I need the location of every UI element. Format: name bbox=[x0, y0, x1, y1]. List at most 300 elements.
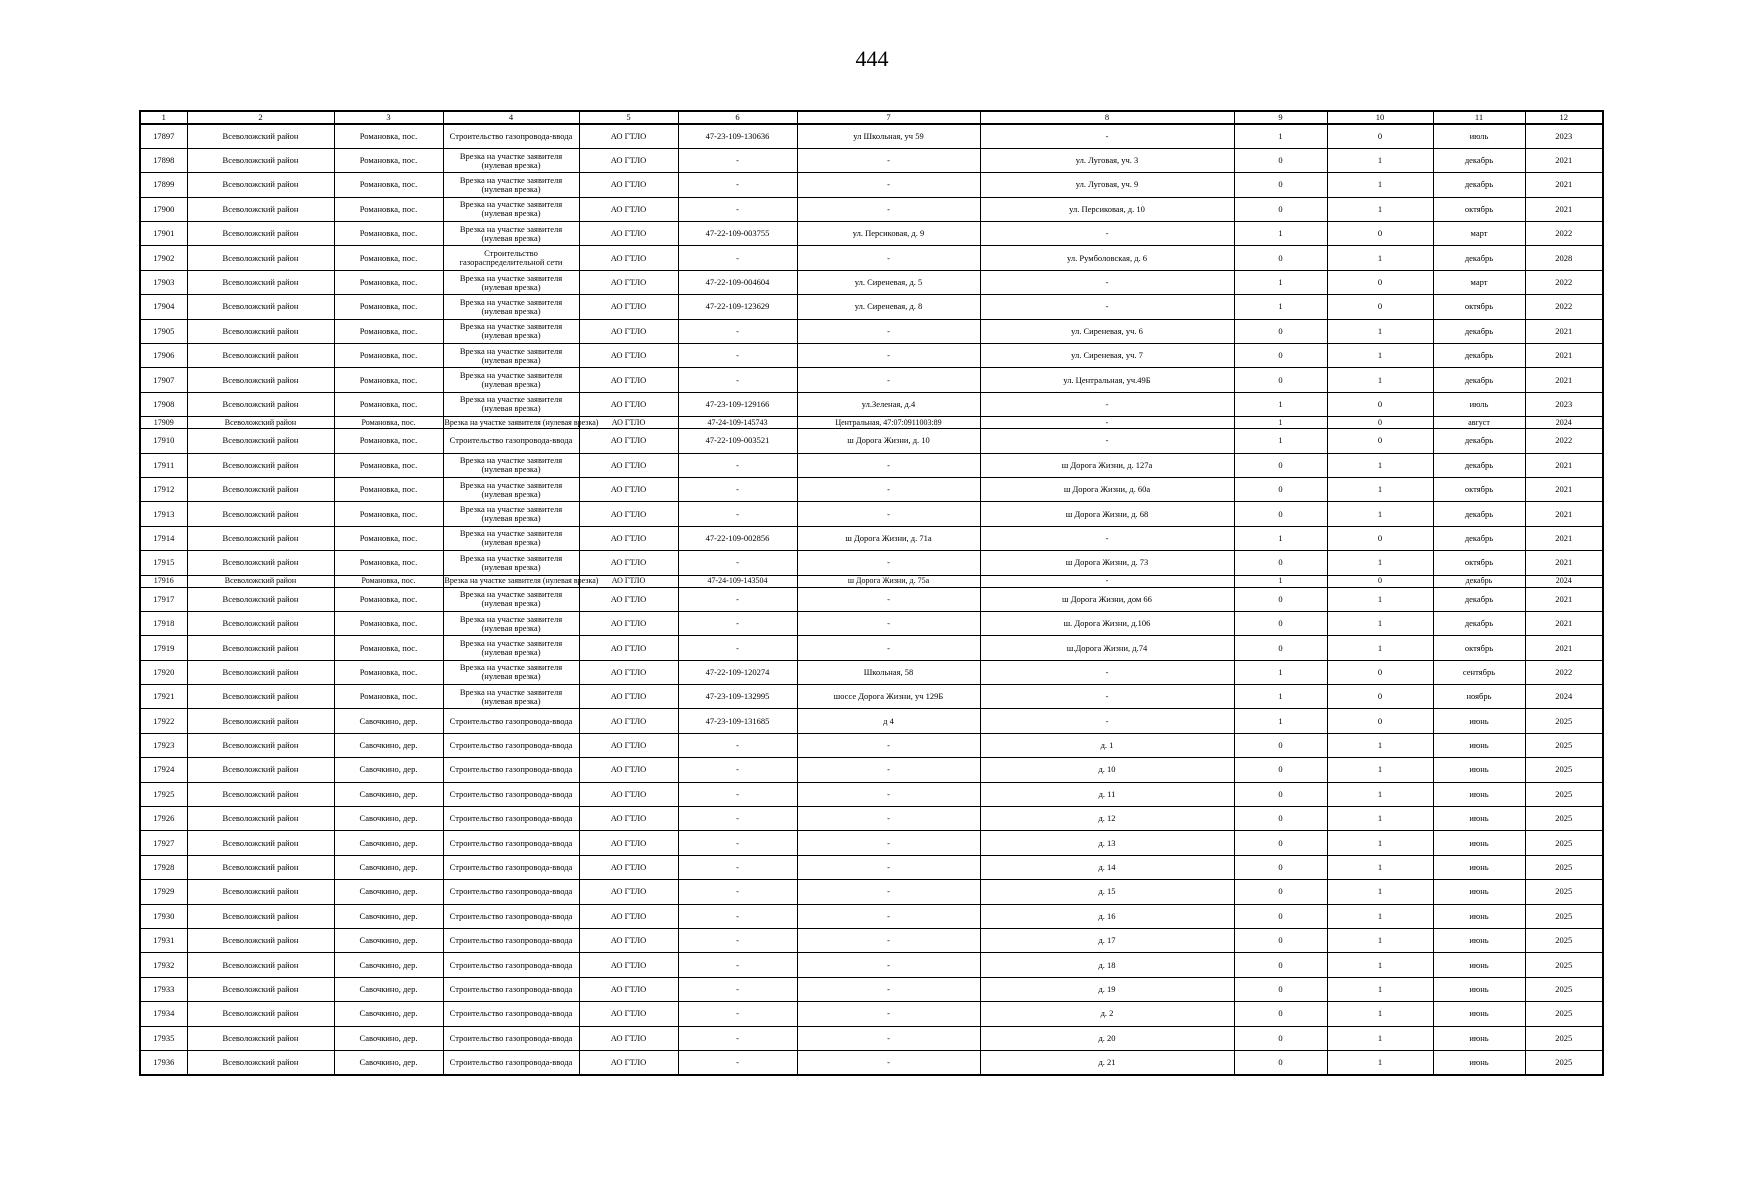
table-cell: 1 bbox=[1234, 429, 1327, 453]
table-row bbox=[140, 453, 1603, 477]
table-cell: 17901 bbox=[140, 222, 187, 246]
table-cell: Всеволожский район bbox=[187, 295, 334, 319]
table-cell: - bbox=[797, 904, 980, 928]
table-cell: АО ГТЛО bbox=[579, 197, 678, 221]
table-cell: 1 bbox=[1327, 587, 1433, 611]
table-cell: Всеволожский район bbox=[187, 477, 334, 501]
table-cell: Романовка, пос. bbox=[334, 587, 443, 611]
table-cell: АО ГТЛО bbox=[579, 1002, 678, 1026]
table-cell: АО ГТЛО bbox=[579, 173, 678, 197]
table-cell: Строительство газопровода-ввода bbox=[443, 855, 579, 879]
table-cell: июнь bbox=[1433, 831, 1525, 855]
table-cell: Романовка, пос. bbox=[334, 526, 443, 550]
table-cell: ул. Луговая, уч. 3 bbox=[980, 148, 1234, 172]
table-cell: д. 19 bbox=[980, 977, 1234, 1001]
table-cell: Савочкино, дер. bbox=[334, 758, 443, 782]
table-cell: - bbox=[980, 222, 1234, 246]
table-cell: октябрь bbox=[1433, 636, 1525, 660]
table-cell: Центральная, 47:07:0911003:89 bbox=[797, 417, 980, 429]
table-row bbox=[140, 977, 1603, 1001]
table-cell: март bbox=[1433, 270, 1525, 294]
table-cell: ул. Сиреневая, д. 5 bbox=[797, 270, 980, 294]
table-cell: Романовка, пос. bbox=[334, 429, 443, 453]
table-cell: Строительство газопровода-ввода bbox=[443, 904, 579, 928]
column-header: 9 bbox=[1234, 111, 1327, 124]
table-row bbox=[140, 855, 1603, 879]
table-row bbox=[140, 148, 1603, 172]
table-cell: Романовка, пос. bbox=[334, 477, 443, 501]
table-cell: 47-22-109-003521 bbox=[678, 429, 797, 453]
table-row bbox=[140, 368, 1603, 392]
table-cell: 0 bbox=[1234, 977, 1327, 1001]
table-cell: Романовка, пос. bbox=[334, 611, 443, 635]
table-cell: 17934 bbox=[140, 1002, 187, 1026]
table-cell: Всеволожский район bbox=[187, 148, 334, 172]
table-cell: Всеволожский район bbox=[187, 709, 334, 733]
table-cell: 47-23-109-130636 bbox=[678, 124, 797, 148]
table-cell: 1 bbox=[1327, 636, 1433, 660]
table-cell: АО ГТЛО bbox=[579, 855, 678, 879]
table-cell: 17913 bbox=[140, 502, 187, 526]
table-cell: 17904 bbox=[140, 295, 187, 319]
table-cell: 1 bbox=[1327, 344, 1433, 368]
table-cell: 1 bbox=[1327, 197, 1433, 221]
table-cell: Врезка на участке заявителя (нулевая врезка) bbox=[443, 660, 579, 684]
table-cell: Савочкино, дер. bbox=[334, 733, 443, 757]
table-cell: 1 bbox=[1327, 246, 1433, 270]
table-cell: июль bbox=[1433, 392, 1525, 416]
table-cell: 0 bbox=[1234, 1002, 1327, 1026]
table-cell: Савочкино, дер. bbox=[334, 1026, 443, 1050]
table-cell: - bbox=[678, 344, 797, 368]
table-cell: октябрь bbox=[1433, 197, 1525, 221]
table-row bbox=[140, 551, 1603, 575]
table-row bbox=[140, 1026, 1603, 1050]
table-row bbox=[140, 502, 1603, 526]
table-cell: АО ГТЛО bbox=[579, 526, 678, 550]
table-cell: 0 bbox=[1234, 611, 1327, 635]
table-cell: Всеволожский район bbox=[187, 880, 334, 904]
table-cell: 17919 bbox=[140, 636, 187, 660]
table-cell: - bbox=[797, 319, 980, 343]
table-cell: ш Дорога Жизни, д. 73 bbox=[980, 551, 1234, 575]
table-cell: 0 bbox=[1327, 660, 1433, 684]
table-cell: 2021 bbox=[1525, 344, 1603, 368]
table-cell: 17897 bbox=[140, 124, 187, 148]
table-cell: АО ГТЛО bbox=[579, 587, 678, 611]
table-row bbox=[140, 758, 1603, 782]
table-cell: 17911 bbox=[140, 453, 187, 477]
table-cell: Савочкино, дер. bbox=[334, 977, 443, 1001]
table-cell: 0 bbox=[1234, 1026, 1327, 1050]
table-cell: 1 bbox=[1327, 173, 1433, 197]
table-cell: - bbox=[678, 173, 797, 197]
table-cell: д 4 bbox=[797, 709, 980, 733]
table-cell: 0 bbox=[1234, 758, 1327, 782]
table-cell: декабрь bbox=[1433, 344, 1525, 368]
table-cell: 0 bbox=[1234, 173, 1327, 197]
table-cell: Романовка, пос. bbox=[334, 660, 443, 684]
table-cell: 2024 bbox=[1525, 685, 1603, 709]
table-cell: - bbox=[678, 197, 797, 221]
table-cell: АО ГТЛО bbox=[579, 477, 678, 501]
table-cell: июнь bbox=[1433, 733, 1525, 757]
table-cell: Савочкино, дер. bbox=[334, 855, 443, 879]
table-cell: ул. Центральная, уч.49Б bbox=[980, 368, 1234, 392]
table-cell: июнь bbox=[1433, 880, 1525, 904]
table-cell: - bbox=[797, 855, 980, 879]
table-cell: июнь bbox=[1433, 855, 1525, 879]
table-cell: 0 bbox=[1327, 417, 1433, 429]
table-cell: 0 bbox=[1234, 636, 1327, 660]
table-cell: 1 bbox=[1234, 417, 1327, 429]
table-cell: ул. Сиреневая, уч. 6 bbox=[980, 319, 1234, 343]
table-cell: 2021 bbox=[1525, 551, 1603, 575]
header-row bbox=[140, 111, 1603, 124]
table-cell: Романовка, пос. bbox=[334, 344, 443, 368]
table-cell: Всеволожский район bbox=[187, 344, 334, 368]
table-cell: - bbox=[797, 1026, 980, 1050]
table-row bbox=[140, 575, 1603, 587]
table-cell: 17931 bbox=[140, 929, 187, 953]
table-cell: - bbox=[678, 453, 797, 477]
table-cell: - bbox=[678, 904, 797, 928]
table-cell: 1 bbox=[1234, 660, 1327, 684]
table-cell: Всеволожский район bbox=[187, 319, 334, 343]
table-cell: 0 bbox=[1234, 502, 1327, 526]
table-cell: АО ГТЛО bbox=[579, 222, 678, 246]
table-cell: 47-22-109-002856 bbox=[678, 526, 797, 550]
table-cell: 17923 bbox=[140, 733, 187, 757]
table-cell: 2025 bbox=[1525, 709, 1603, 733]
table-cell: 2025 bbox=[1525, 831, 1603, 855]
table-cell: Строительство газопровода-ввода bbox=[443, 807, 579, 831]
table-cell: Врезка на участке заявителя (нулевая врезка) bbox=[443, 368, 579, 392]
table-cell: 2025 bbox=[1525, 977, 1603, 1001]
table-cell: - bbox=[797, 368, 980, 392]
table-cell: д. 16 bbox=[980, 904, 1234, 928]
table-cell: 17925 bbox=[140, 782, 187, 806]
table-cell: 47-23-109-129166 bbox=[678, 392, 797, 416]
table-cell: 2021 bbox=[1525, 197, 1603, 221]
table-cell: 2021 bbox=[1525, 526, 1603, 550]
table-cell: декабрь bbox=[1433, 453, 1525, 477]
table-cell: 2025 bbox=[1525, 929, 1603, 953]
table-cell: Романовка, пос. bbox=[334, 575, 443, 587]
table-cell: август bbox=[1433, 417, 1525, 429]
table-cell: 1 bbox=[1327, 782, 1433, 806]
table-cell: АО ГТЛО bbox=[579, 453, 678, 477]
table-cell: 2028 bbox=[1525, 246, 1603, 270]
table-cell: 2021 bbox=[1525, 502, 1603, 526]
table-cell: 0 bbox=[1234, 929, 1327, 953]
table-cell: Всеволожский район bbox=[187, 685, 334, 709]
table-row bbox=[140, 636, 1603, 660]
table-cell: 47-22-109-003755 bbox=[678, 222, 797, 246]
table-cell: Врезка на участке заявителя (нулевая врезка) bbox=[443, 148, 579, 172]
column-header: 11 bbox=[1433, 111, 1525, 124]
table-row bbox=[140, 477, 1603, 501]
table-cell: 0 bbox=[1234, 551, 1327, 575]
table-cell: июнь bbox=[1433, 1002, 1525, 1026]
table-cell: ул. Персиковая, д. 9 bbox=[797, 222, 980, 246]
table-row bbox=[140, 173, 1603, 197]
table-cell: - bbox=[678, 148, 797, 172]
table-cell: ул Школьная, уч 59 bbox=[797, 124, 980, 148]
table-cell: 2021 bbox=[1525, 636, 1603, 660]
column-header: 12 bbox=[1525, 111, 1603, 124]
table-cell: июнь bbox=[1433, 929, 1525, 953]
table-cell: АО ГТЛО bbox=[579, 1050, 678, 1074]
table-cell: июнь bbox=[1433, 1050, 1525, 1074]
table-cell: - bbox=[678, 880, 797, 904]
table-cell: 17905 bbox=[140, 319, 187, 343]
table-cell: 1 bbox=[1327, 453, 1433, 477]
table-cell: Всеволожский район bbox=[187, 929, 334, 953]
table-cell: декабрь bbox=[1433, 148, 1525, 172]
table-cell: Всеволожский район bbox=[187, 953, 334, 977]
table-cell: июнь bbox=[1433, 709, 1525, 733]
table-cell: июль bbox=[1433, 124, 1525, 148]
table-cell: АО ГТЛО bbox=[579, 344, 678, 368]
registry-table bbox=[139, 110, 1604, 1076]
table-cell: д. 12 bbox=[980, 807, 1234, 831]
table-cell: АО ГТЛО bbox=[579, 831, 678, 855]
table-cell: 17922 bbox=[140, 709, 187, 733]
table-cell: Савочкино, дер. bbox=[334, 1002, 443, 1026]
table-cell: - bbox=[980, 685, 1234, 709]
column-header: 2 bbox=[187, 111, 334, 124]
table-header bbox=[140, 111, 1603, 124]
table-cell: - bbox=[797, 733, 980, 757]
column-header: 3 bbox=[334, 111, 443, 124]
table-row bbox=[140, 526, 1603, 550]
table-cell: - bbox=[797, 453, 980, 477]
table-cell: 0 bbox=[1327, 295, 1433, 319]
table-cell: - bbox=[678, 477, 797, 501]
table-cell: 2022 bbox=[1525, 429, 1603, 453]
table-cell: 0 bbox=[1234, 246, 1327, 270]
table-cell: 17930 bbox=[140, 904, 187, 928]
table-cell: 2025 bbox=[1525, 782, 1603, 806]
table-cell: Всеволожский район bbox=[187, 855, 334, 879]
table-cell: АО ГТЛО bbox=[579, 636, 678, 660]
table-cell: 1 bbox=[1327, 953, 1433, 977]
table-cell: - bbox=[797, 977, 980, 1001]
table-cell: - bbox=[678, 368, 797, 392]
table-cell: 0 bbox=[1234, 319, 1327, 343]
table-cell: АО ГТЛО bbox=[579, 124, 678, 148]
table-cell: 47-24-109-143504 bbox=[678, 575, 797, 587]
table-cell: Савочкино, дер. bbox=[334, 782, 443, 806]
table-cell: д. 11 bbox=[980, 782, 1234, 806]
table-cell: Романовка, пос. bbox=[334, 148, 443, 172]
table-cell: - bbox=[980, 270, 1234, 294]
table-cell: 2024 bbox=[1525, 575, 1603, 587]
table-cell: 17920 bbox=[140, 660, 187, 684]
table-cell: 17909 bbox=[140, 417, 187, 429]
table-cell: 47-24-109-145743 bbox=[678, 417, 797, 429]
table-cell: Романовка, пос. bbox=[334, 295, 443, 319]
table-cell: 0 bbox=[1327, 709, 1433, 733]
table-cell: - bbox=[797, 551, 980, 575]
table-cell: 1 bbox=[1327, 502, 1433, 526]
table-cell: Строительство газопровода-ввода bbox=[443, 782, 579, 806]
table-cell: Строительство газопровода-ввода bbox=[443, 733, 579, 757]
table-cell: АО ГТЛО bbox=[579, 575, 678, 587]
table-cell: 1 bbox=[1327, 551, 1433, 575]
table-cell: д. 10 bbox=[980, 758, 1234, 782]
table-cell: 0 bbox=[1234, 904, 1327, 928]
table-cell: 1 bbox=[1327, 929, 1433, 953]
table-cell: АО ГТЛО bbox=[579, 429, 678, 453]
table-cell: Строительство газопровода-ввода bbox=[443, 977, 579, 1001]
table-cell: АО ГТЛО bbox=[579, 685, 678, 709]
table-cell: Всеволожский район bbox=[187, 758, 334, 782]
table-cell: Романовка, пос. bbox=[334, 453, 443, 477]
table-row bbox=[140, 197, 1603, 221]
table-cell: 47-22-109-120274 bbox=[678, 660, 797, 684]
table-cell: - bbox=[980, 429, 1234, 453]
table-cell: 1 bbox=[1327, 368, 1433, 392]
table-cell: д. 14 bbox=[980, 855, 1234, 879]
table-cell: - bbox=[797, 148, 980, 172]
table-cell: ш Дорога Жизни, д. 127а bbox=[980, 453, 1234, 477]
table-cell: декабрь bbox=[1433, 429, 1525, 453]
table-cell: 0 bbox=[1234, 855, 1327, 879]
table-cell: 2023 bbox=[1525, 392, 1603, 416]
table-cell: Всеволожский район bbox=[187, 502, 334, 526]
table-cell: АО ГТЛО bbox=[579, 977, 678, 1001]
table-cell: декабрь bbox=[1433, 526, 1525, 550]
table-cell: Строительство газопровода-ввода bbox=[443, 1002, 579, 1026]
table-cell: Строительство газопровода-ввода bbox=[443, 758, 579, 782]
table-cell: ул. Сиреневая, д. 8 bbox=[797, 295, 980, 319]
column-header: 7 bbox=[797, 111, 980, 124]
table-cell: АО ГТЛО bbox=[579, 551, 678, 575]
table-cell: 1 bbox=[1234, 270, 1327, 294]
table-cell: июнь bbox=[1433, 904, 1525, 928]
table-cell: Врезка на участке заявителя (нулевая врезка) bbox=[443, 526, 579, 550]
column-header: 1 bbox=[140, 111, 187, 124]
table-cell: Врезка на участке заявителя (нулевая врезка) bbox=[444, 576, 599, 586]
table-cell: Всеволожский район bbox=[187, 587, 334, 611]
table-cell: д. 15 bbox=[980, 880, 1234, 904]
table-cell: Романовка, пос. bbox=[334, 685, 443, 709]
table-cell: Врезка на участке заявителя (нулевая врезка) bbox=[443, 611, 579, 635]
table-cell: декабрь bbox=[1433, 246, 1525, 270]
table-cell: Романовка, пос. bbox=[334, 124, 443, 148]
table-cell: декабрь bbox=[1433, 611, 1525, 635]
table-cell: Савочкино, дер. bbox=[334, 880, 443, 904]
table-cell: Всеволожский район bbox=[187, 417, 334, 429]
table-cell: Строительство газопровода-ввода bbox=[443, 1050, 579, 1074]
table-cell: АО ГТЛО bbox=[579, 904, 678, 928]
table-cell: 2025 bbox=[1525, 953, 1603, 977]
table-cell: Всеволожский район bbox=[187, 429, 334, 453]
table-cell: 17916 bbox=[140, 575, 187, 587]
table-cell: 0 bbox=[1327, 526, 1433, 550]
table-cell: АО ГТЛО bbox=[579, 611, 678, 635]
table-cell: 17933 bbox=[140, 977, 187, 1001]
table-cell: Романовка, пос. bbox=[334, 502, 443, 526]
table-cell: Всеволожский район bbox=[187, 197, 334, 221]
table-cell: Всеволожский район bbox=[187, 1026, 334, 1050]
table-cell: ш Дорога Жизни, д. 71а bbox=[797, 526, 980, 550]
table-cell: 17910 bbox=[140, 429, 187, 453]
table-cell: 1 bbox=[1234, 124, 1327, 148]
table-cell: - bbox=[980, 124, 1234, 148]
table-cell: Всеволожский район bbox=[187, 368, 334, 392]
table-cell: - bbox=[797, 1050, 980, 1074]
table-row bbox=[140, 246, 1603, 270]
table-cell: ш Дорога Жизни, дом 66 bbox=[980, 587, 1234, 611]
table-cell: 1 bbox=[1234, 526, 1327, 550]
table-cell: 17900 bbox=[140, 197, 187, 221]
table-cell: 17929 bbox=[140, 880, 187, 904]
table-cell: 1 bbox=[1327, 977, 1433, 1001]
table-cell: Строительство газораспределительной сети bbox=[443, 246, 579, 270]
table-cell: АО ГТЛО bbox=[579, 929, 678, 953]
column-header: 8 bbox=[980, 111, 1234, 124]
table-cell: Всеволожский район bbox=[187, 270, 334, 294]
table-cell: 2022 bbox=[1525, 295, 1603, 319]
table-row bbox=[140, 344, 1603, 368]
table-cell: - bbox=[678, 551, 797, 575]
table-cell: Всеволожский район bbox=[187, 1002, 334, 1026]
table-cell: - bbox=[797, 807, 980, 831]
table-cell: - bbox=[797, 782, 980, 806]
table-cell: Романовка, пос. bbox=[334, 246, 443, 270]
table-row bbox=[140, 417, 1603, 429]
table-cell: - bbox=[678, 929, 797, 953]
table-cell: - bbox=[678, 636, 797, 660]
table-cell: 2025 bbox=[1525, 1002, 1603, 1026]
table-cell: 1 bbox=[1327, 611, 1433, 635]
table-cell: 1 bbox=[1327, 758, 1433, 782]
table-cell: Романовка, пос. bbox=[334, 197, 443, 221]
table-cell: - bbox=[797, 880, 980, 904]
table-cell: - bbox=[797, 502, 980, 526]
table-cell: Врезка на участке заявителя (нулевая врезка) bbox=[443, 344, 579, 368]
table-cell: 1 bbox=[1327, 880, 1433, 904]
table-cell: АО ГТЛО bbox=[579, 246, 678, 270]
table-cell: 1 bbox=[1327, 733, 1433, 757]
table-cell: 2025 bbox=[1525, 855, 1603, 879]
table-cell: 0 bbox=[1327, 222, 1433, 246]
table-row bbox=[140, 124, 1603, 148]
table-cell: Врезка на участке заявителя (нулевая врезка) bbox=[443, 222, 579, 246]
table-cell: ул. Луговая, уч. 9 bbox=[980, 173, 1234, 197]
table-cell: АО ГТЛО bbox=[579, 502, 678, 526]
table-cell: 0 bbox=[1234, 880, 1327, 904]
table-cell: 17936 bbox=[140, 1050, 187, 1074]
table-row bbox=[140, 270, 1603, 294]
table-row bbox=[140, 880, 1603, 904]
table-cell: 2025 bbox=[1525, 1026, 1603, 1050]
table-row bbox=[140, 929, 1603, 953]
table-cell: - bbox=[797, 953, 980, 977]
table-cell: 17899 bbox=[140, 173, 187, 197]
table-cell: 2022 bbox=[1525, 222, 1603, 246]
table-cell: д. 1 bbox=[980, 733, 1234, 757]
table-cell: Савочкино, дер. bbox=[334, 904, 443, 928]
table-cell: Всеволожский район bbox=[187, 807, 334, 831]
table-cell: 1 bbox=[1327, 807, 1433, 831]
table-cell: д. 2 bbox=[980, 1002, 1234, 1026]
table-cell: Савочкино, дер. bbox=[334, 953, 443, 977]
table-cell: 47-22-109-123629 bbox=[678, 295, 797, 319]
